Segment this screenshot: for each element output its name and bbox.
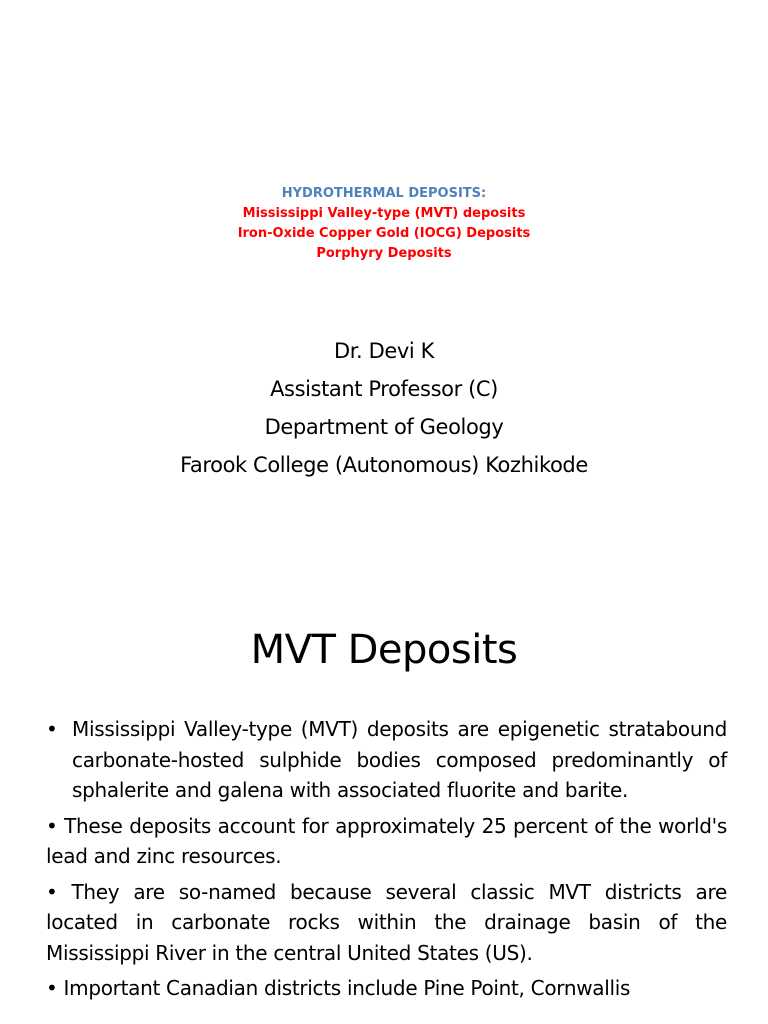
author-department: Department of Geology <box>264 415 504 439</box>
bullet-item: • Important Canadian districts include Pine Point, Cornwallis <box>46 976 631 1000</box>
bullet-text: Mississippi Valley-type (MVT) deposits are epigenetic stratabound carbonate-hosted sulphide bodies composed predominantly of sphalerite and galena with associated fluorite and barite. <box>72 717 727 802</box>
author-name: Dr. Devi K <box>333 339 435 363</box>
author-block <box>0 332 768 484</box>
slide-heading: HYDROTHERMAL DEPOSITS: <box>281 186 487 201</box>
slide-title: MVT Deposits <box>250 627 518 673</box>
bullet-item <box>46 714 727 806</box>
bullet-icon: • <box>46 717 58 741</box>
title-block <box>0 184 768 264</box>
subtitle-iocg: Iron-Oxide Copper Gold (IOCG) Deposits <box>237 226 531 241</box>
author-position: Assistant Professor (C) <box>270 377 498 401</box>
author-institution: Farook College (Autonomous) Kozhikode <box>180 453 588 477</box>
subtitle-mvt: Mississippi Valley-type (MVT) deposits <box>242 206 526 221</box>
bullet-item: • They are so-named because several classic MVT districts are located in carbonate rocks within the drainage basin of the Mississippi River in the central United States (US). <box>46 879 727 965</box>
bullet-list <box>46 714 727 1009</box>
subtitle-porphyry: Porphyry Deposits <box>316 246 452 261</box>
bullet-item: • These deposits account for approximately 25 percent of the world's lead and zinc resources. <box>46 813 727 868</box>
mvt-slide <box>0 600 768 1024</box>
